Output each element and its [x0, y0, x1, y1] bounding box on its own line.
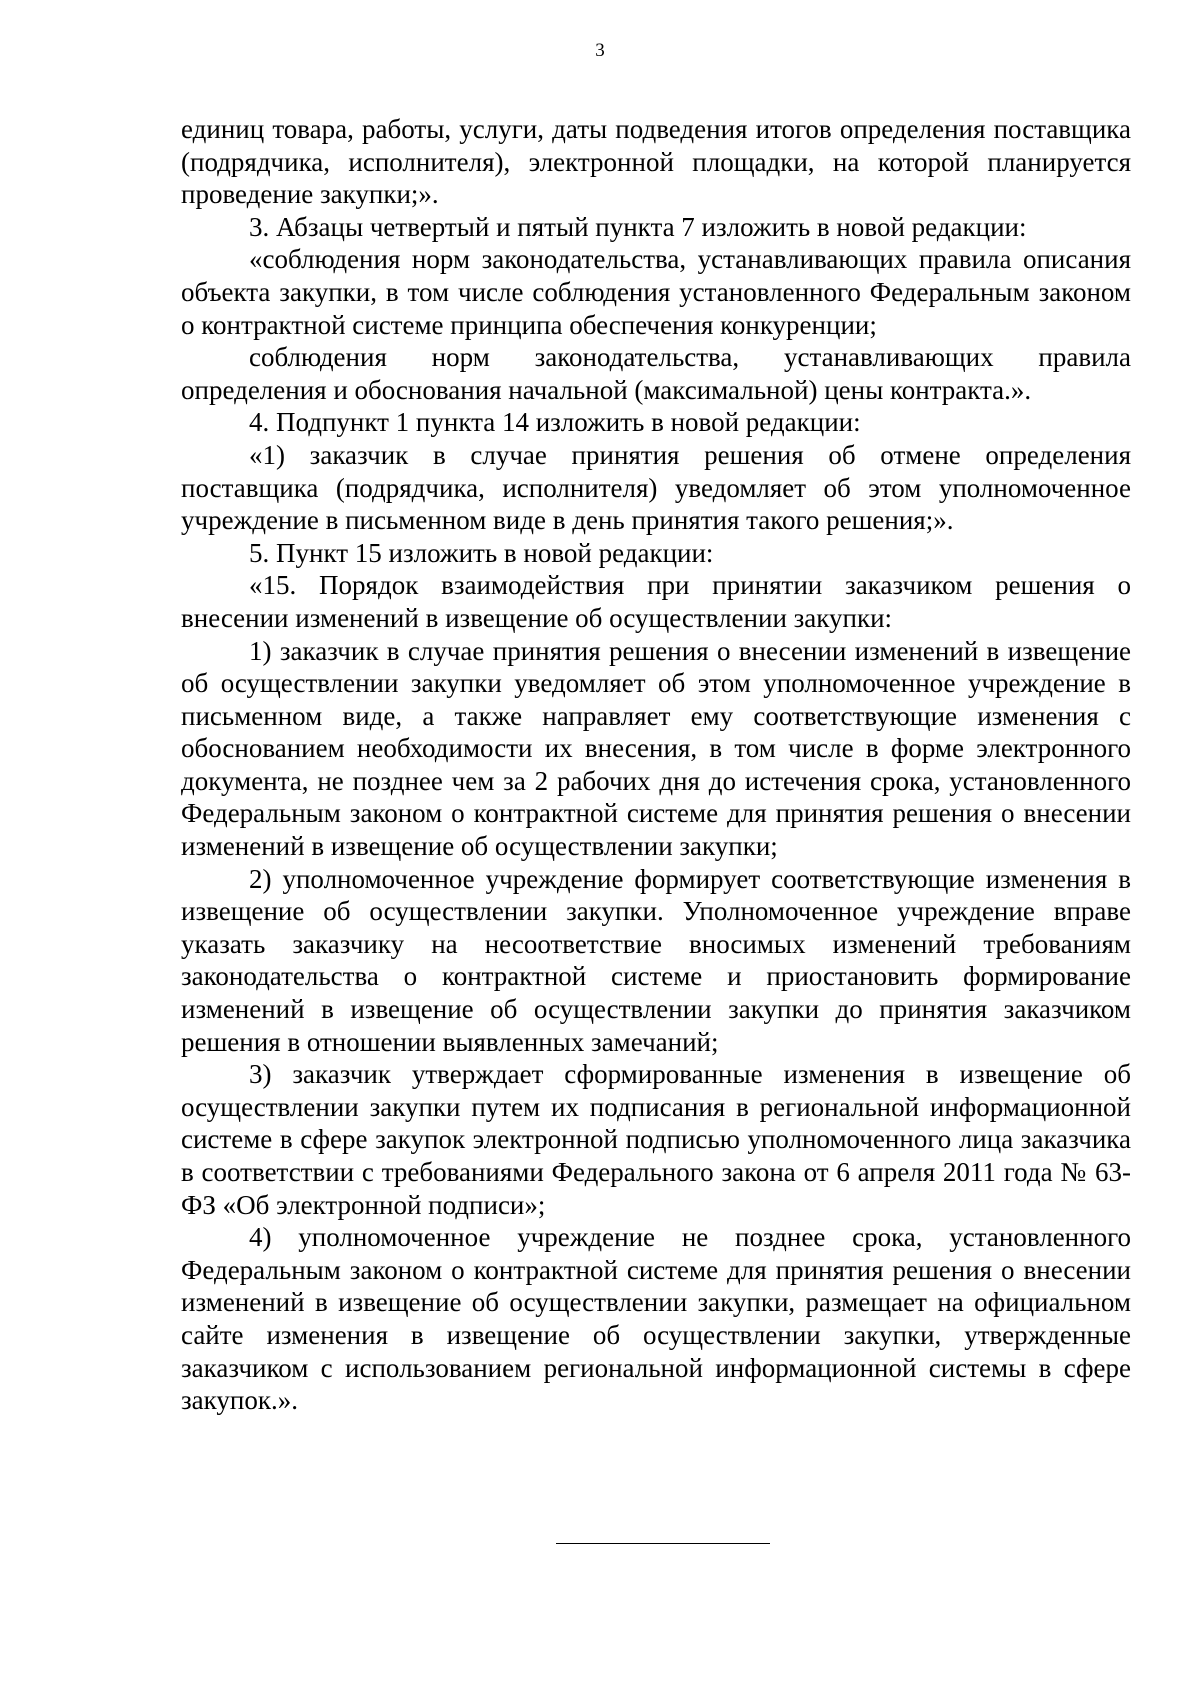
paragraph-point-15-sub-3: 3) заказчик утверждает сформированные изменения в извещение об осуществлении закупки путем их подписания в региональной информационной системе в сфере закупок электронной подписью уполномоченного лица заказчика в соответствии с требованиями Федерального закона от 6 апреля 2011 года № 63-ФЗ «Об электронной подписи»;	[181, 1059, 1131, 1220]
paragraph-item-3: 3. Абзацы четвертый и пятый пункта 7 изложить в новой редакции:	[249, 211, 1027, 242]
paragraph-item-4: 4. Подпункт 1 пункта 14 изложить в новой редакции:	[249, 407, 861, 438]
end-of-text-rule	[556, 1543, 770, 1544]
paragraph-continuation: единиц товара, работы, услуги, даты подведения итогов определения поставщика (подрядчика, исполнителя), электронной площадки, на которой планируется проведение закупки;».	[181, 114, 1131, 210]
paragraph-point-15-sub-4: 4) уполномоченное учреждение не позднее срока, установленного Федеральным законом о контрактной системе для принятия решения о внесении изменений в извещение об осуществлении закупки, размещает на официальном сайте изменения в извещение об осуществлении закупки, утвержденные заказчиком с использованием региональной информационной системы в сфере закупок.».	[181, 1222, 1131, 1416]
paragraph-point-15: «15. Порядок взаимодействия при принятии заказчиком решения о внесении изменений в извещение об осуществлении закупки:	[181, 570, 1131, 633]
document-body	[181, 113, 1131, 1417]
paragraph-subitem-1: «1) заказчик в случае принятия решения об отмене определения поставщика (подрядчика, исполнителя) уведомляет об этом уполномоченное учреждение в письменном виде в день принятия такого решения;».	[181, 439, 1131, 536]
paragraph-quote-paragraph-4: «соблюдения норм законодательства, устанавливающих правила описания объекта закупки, в том числе соблюдения установленного Федеральным законом о контрактной системе принципа обеспечения конкуренции;	[181, 244, 1131, 340]
paragraph-quote-paragraph-5: соблюдения норм законодательства, устанавливающих правила определения и обоснования начальной (максимальной) цены контракта.».	[181, 342, 1131, 405]
paragraph-point-15-sub-2: 2) уполномоченное учреждение формирует соответствующие изменения в извещение об осуществлении закупки. Уполномоченное учреждение вправе указать заказчику на несоответствие вносимых изменений требованиям законодательства о контрактной системе и приостановить формирование изменений в извещение об осуществлении закупки до принятия заказчиком решения в отношении выявленных замечаний;	[181, 863, 1131, 1057]
page-number: 3	[595, 40, 605, 61]
paragraph-point-15-sub-1: 1) заказчик в случае принятия решения о внесении изменений в извещение об осуществлении закупки уведомляет об этом уполномоченное учреждение в письменном виде, а также направляет ему соответствующие изменения с обоснованием необходимости их внесения, в том числе в форме электронного документа, не позднее чем за 2 рабочих дня до истечения срока, установленного Федеральным законом о контрактной системе для принятия решения о внесении изменений в извещение об осуществлении закупки;	[181, 635, 1131, 862]
paragraph-item-5: 5. Пункт 15 изложить в новой редакции:	[249, 537, 714, 568]
